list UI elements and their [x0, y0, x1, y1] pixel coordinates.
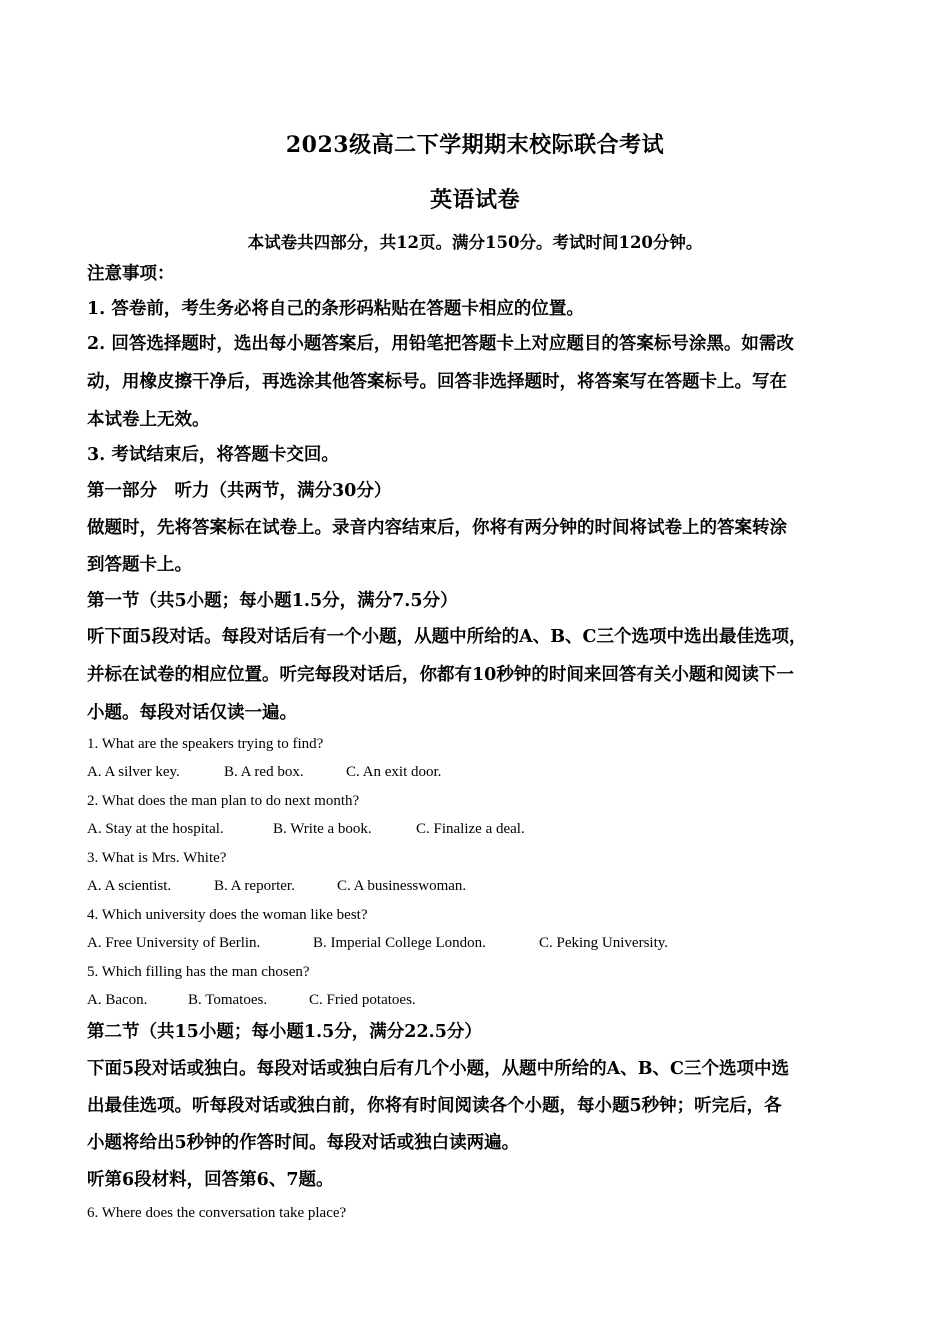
question-2: 2. What does the man plan to do next month?: [87, 793, 360, 809]
part1-heading: 第一部分 听力（共两节，满分30分）: [87, 481, 392, 501]
option-c: C. A businesswoman.: [337, 878, 467, 894]
section2-intro-line-3: 小题将给出5秒钟的作答时间。每段对话或独白读两遍。: [87, 1133, 520, 1153]
notice-item-1: 1. 答卷前，考生务必将自己的条形码粘贴在答题卡相应的位置。: [87, 299, 584, 319]
option-a: A. Free University of Berlin.: [87, 935, 261, 951]
question-3-options: [87, 878, 466, 895]
part1-intro-line-2: 到答题卡上。: [87, 555, 192, 575]
question-5: 5. Which filling has the man chosen?: [87, 964, 310, 980]
question-5-options: [87, 992, 416, 1009]
question-1-options: [87, 764, 441, 781]
option-a: A. A scientist.: [87, 878, 172, 894]
question-3: 3. What is Mrs. White?: [87, 850, 227, 866]
section1-heading: 第一节（共5小题；每小题1.5分，满分7.5分）: [87, 591, 458, 611]
question-2-options: [87, 821, 525, 838]
section2-heading: 第二节（共15小题；每小题1.5分，满分22.5分）: [87, 1022, 482, 1042]
notice-item-2-line-2: 动，用橡皮擦干净后，再选涂其他答案标号。回答非选择题时，将答案写在答题卡上。写在: [87, 372, 787, 392]
section1-intro-line-1: 听下面5段对话。每段对话后有一个小题，从题中所给的A、B、C三个选项中选出最佳选项，: [87, 627, 807, 647]
question-4-options: [87, 935, 668, 952]
option-b: B. Imperial College London.: [313, 935, 486, 951]
notice-heading: 注意事项：: [87, 264, 175, 284]
notice-item-2-line-1: 2. 回答选择题时，选出每小题答案后，用铅笔把答题卡上对应题目的答案标号涂黑。如需改: [87, 334, 794, 354]
option-b: B. Tomatoes.: [188, 992, 268, 1008]
option-c: C. Peking University.: [539, 935, 669, 951]
question-1: 1. What are the speakers trying to find?: [87, 736, 324, 752]
material-6-heading: 听第6段材料，回答第6、7题。: [87, 1170, 334, 1190]
section2-intro-line-2: 出最佳选项。听每段对话或独白前，你将有时间阅读各个小题，每小题5秒钟；听完后，各: [87, 1096, 782, 1116]
option-a: A. A silver key.: [87, 764, 180, 780]
option-b: B. Write a book.: [273, 821, 372, 837]
question-6: 6. Where does the conversation take place?: [87, 1205, 347, 1221]
section1-intro-line-2: 并标在试卷的相应位置。听完每段对话后，你都有10秒钟的时间来回答有关小题和阅读下一: [87, 665, 794, 685]
notice-item-3: 3. 考试结束后，将答题卡交回。: [87, 445, 339, 465]
option-c: C. Fried potatoes.: [309, 992, 416, 1008]
exam-title: 2023级高二下学期期末校际联合考试: [285, 132, 665, 158]
section1-intro-line-3: 小题。每段对话仅读一遍。: [87, 703, 297, 723]
notice-item-2-line-3: 本试卷上无效。: [87, 410, 210, 430]
question-4: 4. Which university does the woman like best?: [87, 907, 368, 923]
option-a: A. Bacon.: [87, 992, 148, 1008]
subject-title: 英语试卷: [429, 187, 520, 213]
exam-info: 本试卷共四部分，共12页。满分150分。考试时间120分钟。: [247, 233, 703, 252]
option-c: C. Finalize a deal.: [416, 821, 525, 837]
option-c: C. An exit door.: [346, 764, 442, 780]
option-a: A. Stay at the hospital.: [87, 821, 224, 837]
part1-intro-line-1: 做题时，先将答案标在试卷上。录音内容结束后，你将有两分钟的时间将试卷上的答案转涂: [87, 518, 787, 538]
section2-intro-line-1: 下面5段对话或独白。每段对话或独白后有几个小题，从题中所给的A、B、C三个选项中选: [87, 1059, 789, 1079]
option-b: B. A red box.: [224, 764, 304, 780]
option-b: B. A reporter.: [214, 878, 295, 894]
